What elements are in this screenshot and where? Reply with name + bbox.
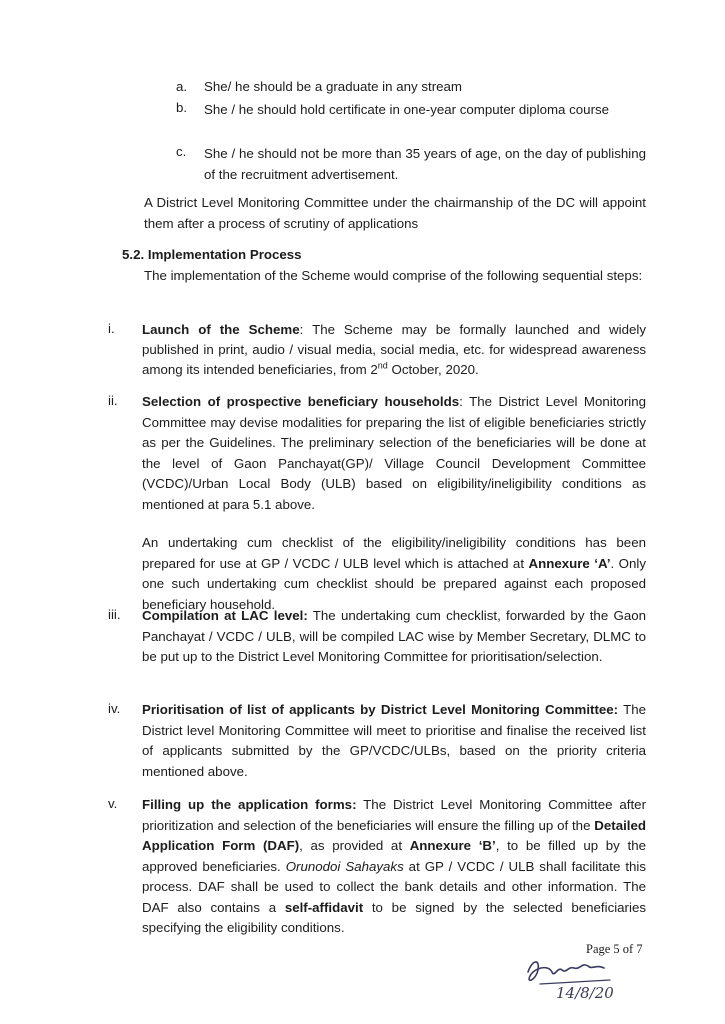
daf-ref: Detailed Application Form (DAF) [142, 817, 646, 853]
step-marker: iii. [108, 607, 121, 622]
step-title: Filling up the application forms: [142, 797, 357, 812]
step-text: Launch of the Scheme: The Scheme may be formally launched and widely published in print, audio / visual media, social media, etc. for widespread awareness among its intended beneficiaries, from 2nd October, 2020. [142, 322, 647, 377]
step-marker: ii. [108, 393, 118, 408]
step-ii [108, 392, 646, 615]
criteria-marker: b. [176, 100, 188, 115]
step-marker: v. [108, 796, 118, 811]
criteria-text: She/ he should be a graduate in any stream [204, 79, 462, 94]
annexure-a-ref: Annexure ‘A’ [528, 555, 611, 571]
committee-paragraph: A District Level Monitoring Committee under the chairmanship of the DC will appoint them after a process of scrutiny of applications [144, 195, 646, 231]
criteria-text: She / he should not be more than 35 years of age, on the day of publishing of the recruitment advertisement. [204, 146, 646, 182]
step-title: Prioritisation of list of applicants by District Level Monitoring Committee: [142, 702, 619, 717]
self-affidavit-ref: self-affidavit [284, 899, 364, 915]
criteria-marker: a. [176, 79, 188, 94]
criteria-item-a [176, 78, 646, 96]
step-text: Selection of prospective beneficiary households: The District Level Monitoring Committee may devise modalities for preparing the list of eligible beneficiaries strictly as per the Guidelines. The preliminary selection of the beneficiaries will be done at the level of Gaon Panchayat(GP)/ Village Council Development Committee (VCDC)/Urban Local Body (ULB) based on eligibility/ineligibility conditions as mentioned at para 5.1 above. [142, 394, 646, 512]
page-number: Page 5 of 7 [586, 942, 643, 956]
section-intro: The implementation of the Scheme would comprise of the following sequential steps: [144, 268, 643, 283]
section-heading: 5.2. Implementation Process [122, 247, 302, 262]
annexure-b-ref: Annexure ‘B’ [409, 838, 496, 853]
step-marker: i. [108, 321, 115, 336]
step-iv [108, 700, 646, 782]
step-v [108, 795, 646, 939]
signature-date: 14/8/20 [556, 984, 614, 1002]
step-title: Compilation at LAC level: [142, 608, 308, 623]
step-ii-paragraph-2: An undertaking cum checklist of the eligibility/ineligibility conditions has been prepared for use at GP / VCDC / ULB level which is attached at Annexure ‘A’. Only one such undertaking cum checklist should be prepared against each proposed beneficiary household. [142, 535, 647, 612]
criteria-item-c [176, 143, 646, 185]
criteria-item-b [176, 99, 646, 120]
step-title: Selection of prospective beneficiary households [142, 394, 460, 409]
step-text: Filling up the application forms: The District Level Monitoring Committee after prioritization and selection of the beneficiaries will ensure the filling up of the Detailed Application Form (DAF), as provided at Annexure ‘B’, to be filled up by the approved beneficiaries. Orunodoi Sahayaks at GP / VCDC / ULB shall facilitate this process. DAF shall be used to collect the bank details and other information. The DAF also contains a self-affidavit to be signed by the selected beneficiaries specifying the eligibility conditions. [142, 797, 647, 935]
step-title: Launch of the Scheme [142, 322, 300, 337]
criteria-marker: c. [176, 144, 187, 159]
step-i [108, 320, 646, 380]
orunodoi-sahayaks: Orunodoi Sahayaks [285, 858, 404, 874]
criteria-text: She / he should hold certificate in one-year computer diploma course [204, 102, 610, 117]
step-text: Prioritisation of list of applicants by District Level Monitoring Committee: The District level Monitoring Committee will meet to prioritise and finalise the received list of applicants submitted by the GP/VCDC/ULBs, based on the priority criteria mentioned above. [142, 702, 646, 779]
step-text: Compilation at LAC level: The undertaking cum checklist, forwarded by the Gaon Panchayat / VCDC / ULB, will be compiled LAC wise by Member Secretary, DLMC to be put up to the District Level Monitoring Committee for prioritisation/selection. [142, 608, 647, 664]
step-iii [108, 606, 646, 668]
step-marker: iv. [108, 701, 121, 716]
